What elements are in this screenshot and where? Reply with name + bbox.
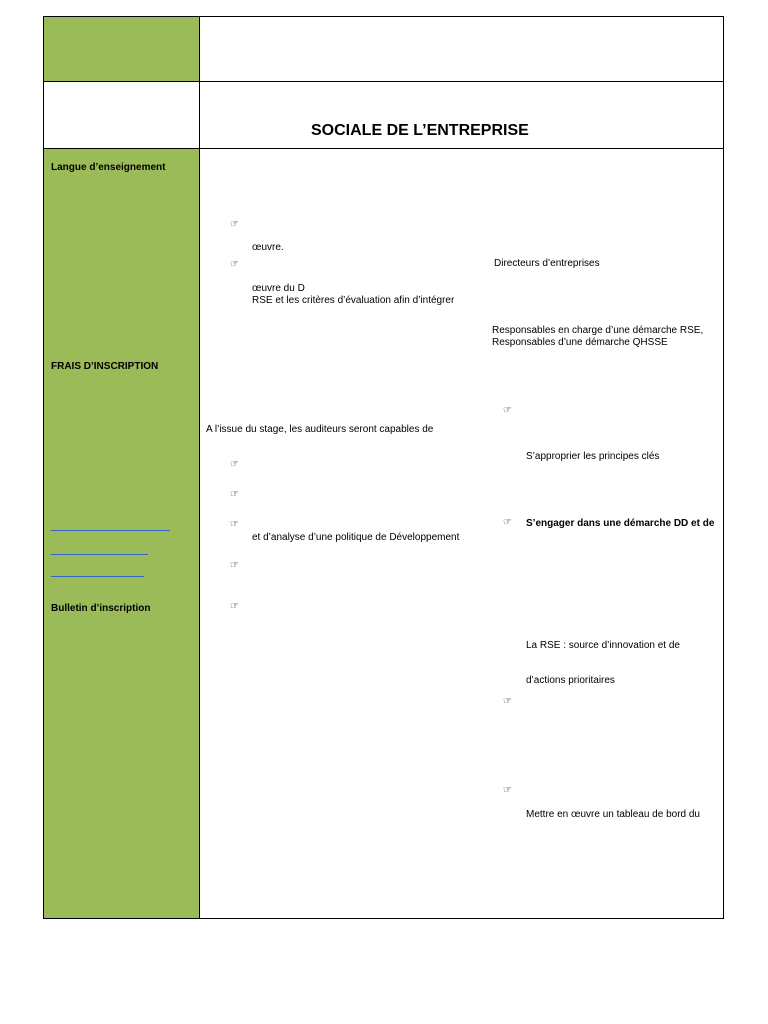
bulletin-label: Bulletin d’inscription [51,603,151,614]
frais-label: FRAIS D’INSCRIPTION [51,361,159,372]
hand-pointing-icon: ☞ [230,459,239,470]
responsables-rse-text: Responsables en charge d’une démarche RSE, [492,325,704,336]
rse-source-text: La RSE : source d’innovation et de [526,640,680,651]
hand-pointing-icon: ☞ [230,519,239,530]
hyperlink-1[interactable] [51,530,170,531]
actions-prioritaires-text: d’actions prioritaires [526,675,615,686]
hand-pointing-icon: ☞ [230,219,239,230]
sidebar-info-cell [44,148,199,918]
hand-pointing-icon: ☞ [230,489,239,500]
langue-label: Langue d’enseignement [51,162,166,173]
oeuvre-du-d-text: œuvre du D [252,283,305,294]
engager-text: S’engager dans une démarche DD et de [526,518,715,529]
row-divider-1 [44,81,723,82]
hand-pointing-icon: ☞ [230,601,239,612]
page-title: SOCIALE DE L’ENTREPRISE [311,122,529,139]
hand-pointing-icon: ☞ [230,259,239,270]
oeuvre-text: œuvre. [252,242,284,253]
responsables-qhsse-text: Responsables d’une démarche QHSSE [492,337,668,348]
sidebar-title-cell [44,81,199,148]
hyperlink-3[interactable] [51,576,144,577]
hand-pointing-icon: ☞ [230,560,239,571]
hand-pointing-icon: ☞ [503,517,512,528]
row-divider-2 [44,148,723,149]
sidebar-header-cell [44,17,199,81]
analyse-politique-text: et d’analyse d’une politique de Développement [252,532,460,543]
directeurs-text: Directeurs d’entreprises [494,258,600,269]
rse-criteria-text: RSE et les critères d’évaluation afin d’intégrer [252,295,455,306]
hyperlink-2[interactable] [51,554,148,555]
hand-pointing-icon: ☞ [503,405,512,416]
tableau-de-bord-text: Mettre en œuvre un tableau de bord du [526,809,700,820]
approprier-text: S’approprier les principes clés [526,451,660,462]
document-table [43,16,724,919]
hand-pointing-icon: ☞ [503,696,512,707]
sidebar-column [44,17,200,918]
hand-pointing-icon: ☞ [503,785,512,796]
issue-stage-text: A l’issue du stage, les auditeurs seront capables de [206,424,434,435]
